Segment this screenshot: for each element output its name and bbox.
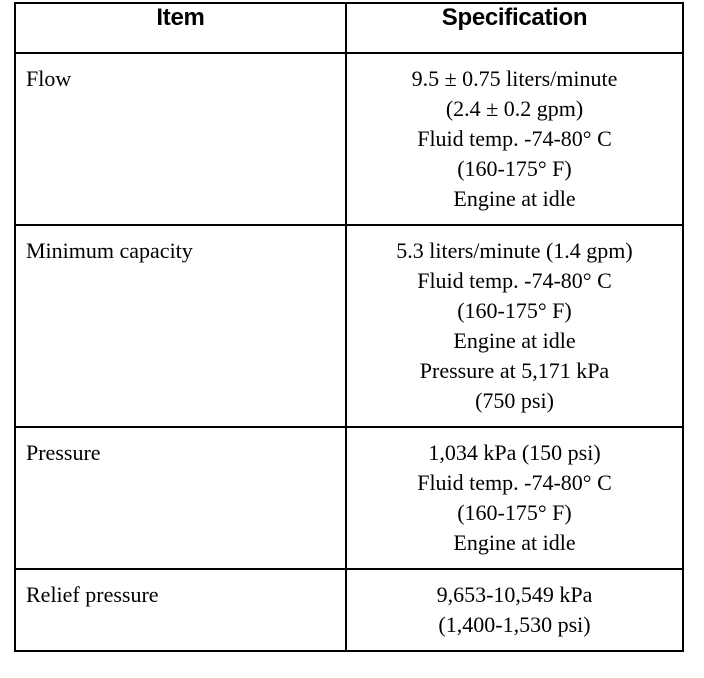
spec-line: 9,653-10,549 kPa xyxy=(436,582,593,607)
spec-line: Pressure at 5,171 kPa xyxy=(419,358,610,383)
spec-cell xyxy=(346,569,683,651)
spec-line: Engine at idle xyxy=(453,186,576,211)
item-cell: Relief pressure xyxy=(15,569,346,651)
spec-line: 1,034 kPa (150 psi) xyxy=(428,440,601,465)
table-header-row xyxy=(15,3,683,53)
table-row xyxy=(15,225,683,427)
spec-line: (1,400-1,530 psi) xyxy=(438,612,591,637)
spec-line: Engine at idle xyxy=(453,328,576,353)
spec-line: Fluid temp. -74-80° C xyxy=(417,470,612,495)
spec-line: (2.4 ± 0.2 gpm) xyxy=(445,96,584,121)
spec-line: 9.5 ± 0.75 liters/minute xyxy=(411,66,618,91)
spec-cell xyxy=(346,225,683,427)
header-item: Item xyxy=(15,3,346,53)
specification-table xyxy=(14,2,684,652)
spec-line: (160-175° F) xyxy=(457,500,572,525)
spec-line: (160-175° F) xyxy=(457,156,572,181)
spec-line: Fluid temp. -74-80° C xyxy=(417,268,612,293)
spec-line: Engine at idle xyxy=(453,530,576,555)
table-row xyxy=(15,569,683,651)
spec-line: (160-175° F) xyxy=(457,298,572,323)
spec-cell xyxy=(346,53,683,225)
spec-cell xyxy=(346,427,683,569)
spec-line: (750 psi) xyxy=(475,388,554,413)
item-cell: Minimum capacity xyxy=(15,225,346,427)
spec-line: Fluid temp. -74-80° C xyxy=(417,126,612,151)
table-row xyxy=(15,53,683,225)
item-cell: Flow xyxy=(15,53,346,225)
header-specification: Specification xyxy=(346,3,683,53)
table-row xyxy=(15,427,683,569)
spec-line: 5.3 liters/minute (1.4 gpm) xyxy=(396,238,633,263)
item-cell: Pressure xyxy=(15,427,346,569)
